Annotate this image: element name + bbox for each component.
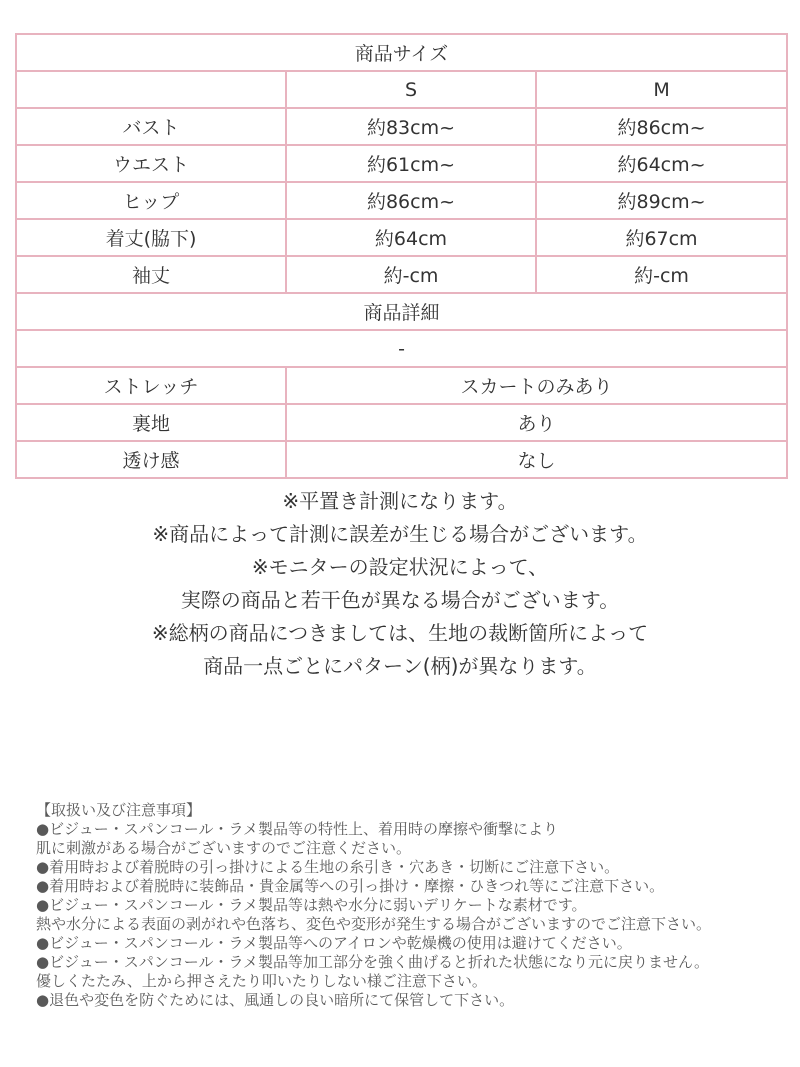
waist-value-s: 約61cm~ (286, 145, 536, 182)
bust-value-m: 約86cm~ (536, 108, 787, 145)
hip-value-m: 約89cm~ (536, 182, 787, 219)
table-row (16, 330, 787, 367)
row-label-hip: ヒップ (16, 182, 286, 219)
table-row (16, 367, 787, 404)
length-value-s: 約64cm (286, 219, 536, 256)
lining-value: あり (286, 404, 787, 441)
column-header-m: M (536, 71, 787, 108)
table-row (16, 219, 787, 256)
handling-instructions (36, 801, 780, 1010)
size-label-header (16, 71, 286, 108)
handling-instructions-title: 【取扱い及び注意事項】 (36, 801, 202, 819)
care-line: ●退色や変色を防ぐためには、風通しの良い暗所にて保管して下さい。 (36, 991, 515, 1009)
row-label-waist: ウエスト (16, 145, 286, 182)
table-row (16, 256, 787, 293)
note-line: ※平置き計測になります。 (282, 489, 518, 513)
row-label-sleeve: 袖丈 (16, 256, 286, 293)
table-row (16, 71, 787, 108)
sleeve-value-s: 約-cm (286, 256, 536, 293)
care-line: 肌に刺激がある場合がございますのでご注意ください。 (36, 839, 412, 857)
note-line: 商品一点ごとにパターン(柄)が異なります。 (203, 654, 597, 678)
care-line: 熱や水分による表面の剥がれや色落ち、変色や変形が発生する場合がございますのでご注意下さい。 (36, 915, 712, 933)
detail-subtitle: - (16, 330, 787, 367)
note-line: ※商品によって計測に誤差が生じる場合がございます。 (152, 522, 648, 546)
care-line: ●ビジュー・スパンコール・ラメ製品等加工部分を強く曲げると折れた状態になり元に戻りません。 (36, 953, 709, 971)
row-label-stretch: ストレッチ (16, 367, 286, 404)
measurement-notes (0, 485, 800, 683)
product-size-table (15, 33, 788, 479)
care-line: ●ビジュー・スパンコール・ラメ製品等は熱や水分に弱いデリケートな素材です。 (36, 896, 587, 914)
care-line: ●ビジュー・スパンコール・ラメ製品等へのアイロンや乾燥機の使用は避けてください。 (36, 934, 632, 952)
sheerness-value: なし (286, 441, 787, 478)
bust-value-s: 約83cm~ (286, 108, 536, 145)
care-line: 優しくたたみ、上から押さえたり叩いたりしない様ご注意下さい。 (36, 972, 487, 990)
sleeve-value-m: 約-cm (536, 256, 787, 293)
row-label-lining: 裏地 (16, 404, 286, 441)
table-row (16, 182, 787, 219)
care-line: ●着用時および着脱時に装飾品・貴金属等への引っ掛け・摩擦・ひきつれ等にご注意下さい。 (36, 877, 665, 895)
row-label-length: 着丈(脇下) (16, 219, 286, 256)
stretch-value: スカートのみあり (286, 367, 787, 404)
waist-value-m: 約64cm~ (536, 145, 787, 182)
note-line: ※モニターの設定状況によって、 (251, 555, 549, 579)
care-line: ●ビジュー・スパンコール・ラメ製品等の特性上、着用時の摩擦や衝撃により (36, 820, 559, 838)
size-table-title: 商品サイズ (16, 34, 787, 71)
table-row (16, 293, 787, 330)
table-row (16, 34, 787, 71)
hip-value-s: 約86cm~ (286, 182, 536, 219)
row-label-bust: バスト (16, 108, 286, 145)
note-line: ※総柄の商品につきましては、生地の裁断箇所によって (151, 621, 649, 645)
table-row (16, 404, 787, 441)
detail-table-title: 商品詳細 (16, 293, 787, 330)
length-value-m: 約67cm (536, 219, 787, 256)
care-line: ●着用時および着脱時の引っ掛けによる生地の糸引き・穴あき・切断にご注意下さい。 (36, 858, 620, 876)
table-row (16, 108, 787, 145)
row-label-sheerness: 透け感 (16, 441, 286, 478)
table-row (16, 145, 787, 182)
note-line: 実際の商品と若干色が異なる場合がございます。 (180, 588, 620, 612)
table-row (16, 441, 787, 478)
column-header-s: S (286, 71, 536, 108)
